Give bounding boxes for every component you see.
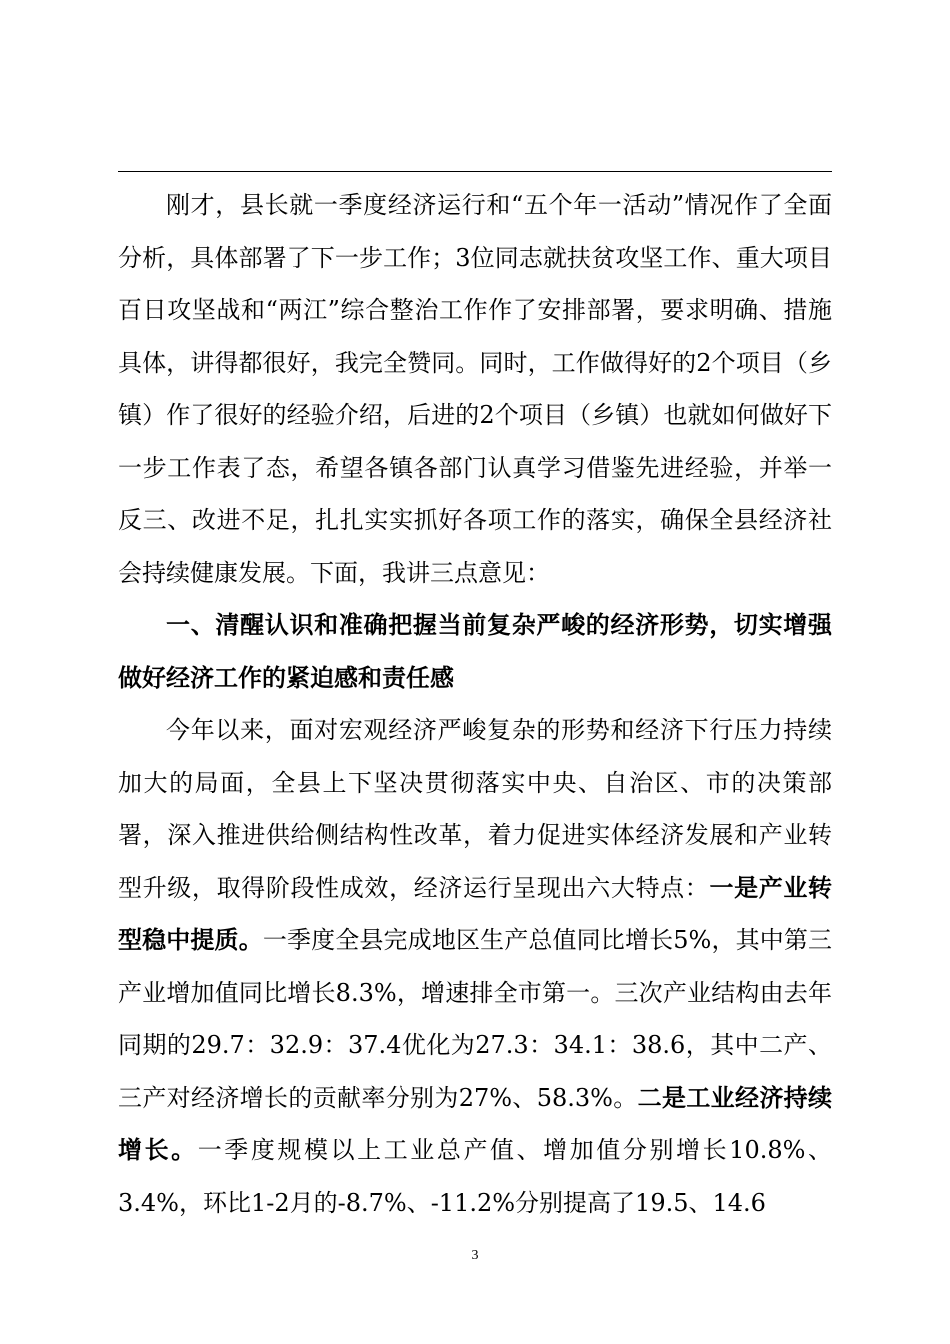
header-rule bbox=[118, 171, 832, 172]
paragraph-text: 今年以来，面对宏观经济严峻复杂的形势和经济下行压力持续加大的局面，全县上下坚决贯彻落实中央、自治区、市的决策部署，深入推进供给侧结构性改革，着力促进实体经济发展和产业转型升级，取得阶段性成效，经济运行呈现出六大特点： bbox=[118, 716, 832, 902]
paragraph-text: 一季度全县完成地区生产总值同比增长5%，其中第三产业增加值同比增长8.3%，增速排全市第一。三次产业结构由去年同期的29.7：32.9：37.4优化为27.3：34.1：38.6，其中二产、三产对经济增长的贡献率分别为27%、58.3%。 bbox=[118, 926, 832, 1112]
paragraph-text: 一季度规模以上工业总产值、增加值分别增长10.8%、3.4%，环比1-2月的-8.7%、-11.2%分别提高了19.5、14.6 bbox=[118, 1136, 832, 1217]
section-heading-1: 一、清醒认识和准确把握当前复杂严峻的经济形势，切实增强做好经济工作的紧迫感和责任感 bbox=[118, 611, 832, 692]
paragraph-economy bbox=[118, 704, 832, 1229]
highlight-point-1: 一是产业转型稳中提质。 bbox=[118, 872, 833, 954]
page-number: 3 bbox=[471, 1248, 479, 1263]
highlight-point-2: 二是工业经济持续增长。 bbox=[118, 1082, 832, 1164]
document-body bbox=[118, 179, 832, 1229]
paragraph-intro: 刚才，县长就一季度经济运行和“五个年一活动”情况作了全面分析，具体部署了下一步工作；3位同志就扶贫攻坚工作、重大项目百日攻坚战和“两江”综合整治工作作了安排部署，要求明确、措施具体，讲得都很好，我完全赞同。同时，工作做得好的2个项目（乡镇）作了很好的经验介绍，后进的2个项目（乡镇）也就如何做好下一步工作表了态，希望各镇各部门认真学习借鉴先进经验，并举一反三、改进不足，扎扎实实抓好各项工作的落实，确保全县经济社会持续健康发展。下面，我讲三点意见： bbox=[118, 191, 832, 587]
